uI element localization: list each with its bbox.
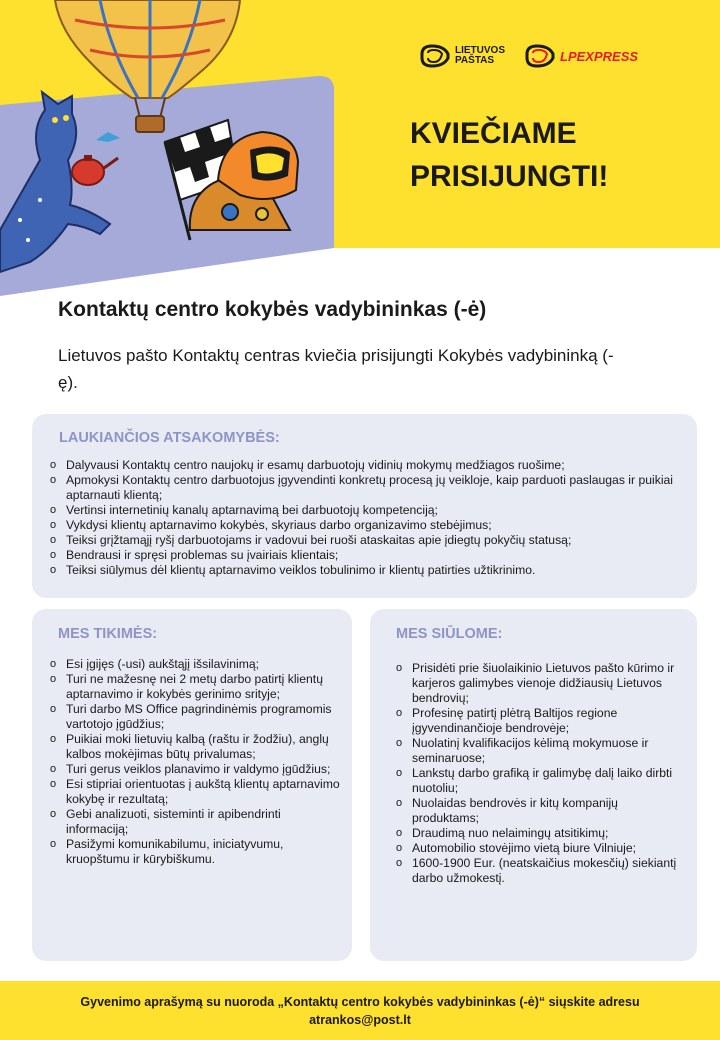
offer-card (370, 609, 697, 961)
responsibilities-card (32, 414, 697, 598)
list-item: o Esi stipriai orientuotas į aukštą klientų aptarnavimo kokybę ir rezultatą; (50, 777, 340, 807)
list-item: o Teiksi siūlymus dėl klientų aptarnavimo veiklos tobulinimo ir klientų patirties užtikrinimo. (50, 563, 690, 578)
list-item: o Draudimą nuo nelaimingų atsitikimų; (396, 826, 686, 841)
offer-heading: MES SIŪLOME: (396, 626, 503, 642)
post-horn-icon (420, 44, 450, 68)
logo-line2: PAŠTAS (455, 55, 495, 66)
footer-email-link[interactable]: atrankos@post.lt (309, 1012, 411, 1027)
hero-title-line1: KVIEČIAME (410, 117, 577, 150)
requirements-card (32, 609, 352, 961)
list-item: o Dalyvausi Kontaktų centro naujokų ir esamų darbuotojų vidinių mokymų medžiagos ruošime; (50, 458, 690, 473)
list-item: o Profesinę patirtį plėtrą Baltijos regione įgyvendinančioje bendrovėje; (396, 706, 686, 736)
requirements-list (50, 657, 340, 867)
offer-list (396, 661, 686, 886)
logo-line1: LIETUVOS (455, 45, 506, 56)
responsibilities-heading: LAUKIANČIOS ATSAKOMYBĖS: (59, 430, 280, 446)
job-title: Kontaktų centro kokybės vadybininkas (-ė) (58, 298, 487, 321)
list-item: o Puikiai moki lietuvių kalbą (raštu ir žodžiu), anglų kalbos mokėjimas būtų privalumas; (50, 732, 340, 762)
list-item: o Turi gerus veiklos planavimo ir valdymo įgūdžius; (50, 762, 340, 777)
list-item: o Esi įgijęs (-usi) aukštąjį išsilavinimą; (50, 657, 340, 672)
list-item: o Nuolaidas bendrovės ir kitų kompanijų produktams; (396, 796, 686, 826)
footer-banner (0, 981, 720, 1040)
lietuvos-pastas-logo (420, 44, 505, 68)
list-item: o Automobilio stovėjimo vietą biure Vilniuje; (396, 841, 686, 856)
hero-title (410, 112, 710, 198)
list-item: o Apmokysi Kontaktų centro darbuotojus įgyvendinti konkretų procesą jų veikloje, kaip parduoti paslaugas ir puikiai aptarnauti klientą; (50, 473, 690, 503)
list-item: o Pasižymi komunikabilumu, iniciatyvumu, kruopštumu ir kūrybiškumu. (50, 837, 340, 867)
list-item: o Gebi analizuoti, sisteminti ir apibendrinti informaciją; (50, 807, 340, 837)
brand-logos (420, 44, 638, 68)
list-item: o Nuolatinį kvalifikacijos kėlimą mokymuose ir seminaruose; (396, 736, 686, 766)
list-item: o Lankstų darbo grafiką ir galimybę dalį laiko dirbti nuotoliu; (396, 766, 686, 796)
list-item: o Vykdysi klientų aptarnavimo kokybės, skyriaus darbo organizavimo stebėjimus; (50, 518, 690, 533)
hero-title-line2: PRISIJUNGTI! (410, 160, 609, 193)
job-intro: Lietuvos pašto Kontaktų centras kviečia prisijungti Kokybės vadybininką (-ę). (58, 346, 614, 392)
list-item: o Turi darbo MS Office pagrindinėmis programomis vartotojo įgūdžius; (50, 702, 340, 732)
list-item: o Prisidėti prie šiuolaikinio Lietuvos pašto kūrimo ir karjeros galimybes vienoje didžiausių Lietuvos bendrovių; (396, 661, 686, 706)
lpexpress-text: LPEXPRESS (560, 48, 639, 64)
list-item: o Bendrausi ir spręsi problemas su įvairiais klientais; (50, 548, 690, 563)
responsibilities-list (50, 458, 690, 578)
list-item: o Teiksi grįžtamąjį ryšį darbuotojams ir vadovui bei ruoši ataskaitas apie įdiegtų pokyčių statusą; (50, 533, 690, 548)
requirements-heading: MES TIKIMĖS: (58, 626, 158, 642)
list-item: o Turi ne mažesnę nei 2 metų darbo patirtį klientų aptarnavimo ir kokybės gerinimo srityje; (50, 672, 340, 702)
footer-instructions: Gyvenimo aprašymą su nuoroda „Kontaktų centro kokybės vadybininkas (-ė)“ siųskite adresu (80, 994, 640, 1009)
list-item: o Vertinsi internetinių kanalų aptarnavimą bei darbuotojų kompetenciją; (50, 503, 690, 518)
list-item: o 1600-1900 Eur. (neatskaičius mokesčių) siekiantį darbo užmokestį. (396, 856, 686, 886)
lpexpress-logo (525, 44, 638, 68)
lpexpress-horn-icon (525, 44, 555, 68)
